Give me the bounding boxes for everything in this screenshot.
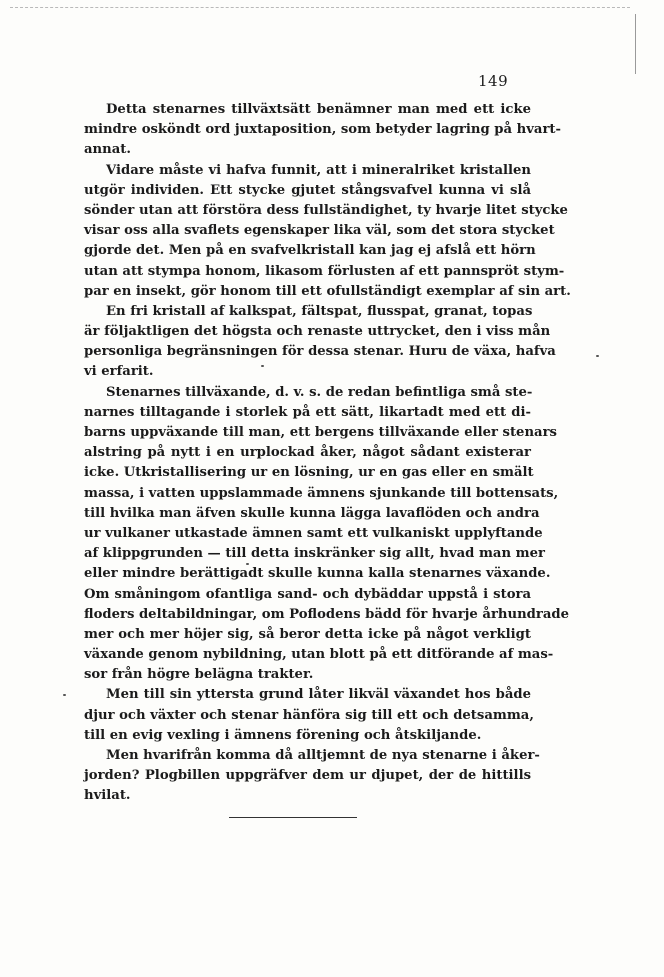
text-line: Stenarnes tillväxande, d. v. s. de redan befintliga små ste-	[106, 384, 533, 400]
print-speck	[63, 694, 66, 696]
section-end-rule	[229, 817, 357, 818]
text-line: Om småningom ofantliga sand- och dybäddar uppstå i stora	[84, 586, 531, 602]
text-line: icke. Utkristallisering ur en lösning, ur en gas eller en smält	[84, 465, 534, 481]
text-line: Vidare måste vi hafva funnit, att i mineralriket kristallen	[106, 162, 531, 178]
text-line: Men till sin yttersta grund låter likväl växandet hos både	[106, 687, 531, 703]
text-line: eller mindre berättigadt skulle kunna kalla stenarnes växande.	[84, 566, 551, 582]
text-line: sönder utan att förstöra dess fullständighet, ty hvarje litet stycke	[84, 202, 568, 218]
print-speck	[596, 355, 599, 357]
text-line: djur och växter och stenar hänföra sig till ett och detsamma,	[84, 707, 534, 723]
text-line: mindre osköndt ord juxtaposition, som betyder lagring på hvart-	[84, 122, 561, 138]
page-edge-mark	[635, 14, 636, 74]
text-line: vi erfarit.	[84, 364, 154, 380]
text-line: är följaktligen det högsta och renaste uttrycket, den i viss mån	[84, 324, 551, 340]
text-line: personliga begränsningen för dessa stenar. Huru de växa, hafva	[84, 344, 556, 360]
text-line: mer och mer höjer sig, så beror detta icke på något verkligt	[84, 626, 531, 642]
top-edge-rule	[10, 7, 630, 8]
text-line: alstring på nytt i en urplockad åker, något sådant existerar	[84, 445, 531, 461]
text-line: annat.	[84, 142, 131, 158]
text-line: till en evig vexling i ämnens förening och åtskiljande.	[84, 727, 482, 743]
text-line: sor från högre belägna trakter.	[84, 667, 314, 683]
text-line: Detta stenarnes tillväxtsätt benämner man med ett icke	[106, 102, 531, 117]
body-text	[84, 100, 571, 807]
text-line: utan att stympa honom, likasom förlusten af ett pannspröt stym-	[84, 263, 565, 279]
text-line: Men hvarifrån komma då alltjemnt de nya stenarne i åker-	[106, 748, 540, 763]
text-line: massa, i vatten uppslammade ämnens sjunkande till bottensats,	[84, 485, 559, 501]
text-line: gjorde det. Men på en svafvelkristall kan jag ej afslå ett hörn	[84, 243, 536, 259]
page-number: 149	[478, 72, 509, 90]
text-line: floders deltabildningar, om Poflodens bädd för hvarje århundrade	[84, 606, 569, 622]
text-line: narnes tilltagande i storlek på ett sätt, likartadt med ett di-	[84, 404, 531, 420]
text-line: jorden? Plogbillen uppgräfver dem ur djupet, der de hittills	[84, 768, 531, 784]
text-line: barns uppväxande till man, ett bergens tillväxande eller stenars	[84, 425, 557, 440]
text-line: växande genom nybildning, utan blott på ett ditförande af mas-	[84, 647, 554, 663]
text-line: af klippgrunden — till detta inskränker sig allt, hvad man mer	[84, 546, 545, 562]
text-line: utgör individen. Ett stycke gjutet stångsvafvel kunna vi slå	[84, 182, 531, 198]
text-line: ur vulkaner utkastade ämnen samt ett vulkaniskt upplyftande	[84, 525, 543, 541]
print-speck	[261, 365, 264, 367]
text-line: hvilat.	[84, 788, 131, 804]
text-line: En fri kristall af kalkspat, fältspat, flusspat, granat, topas	[106, 303, 533, 319]
text-line: till hvilka man äfven skulle kunna lägga lavaflöden och andra	[84, 505, 540, 521]
text-line: visar oss alla svaflets egenskaper lika väl, som det stora stycket	[84, 223, 555, 239]
text-line: par en insekt, gör honom till ett ofullständigt exemplar af sin art.	[84, 283, 571, 299]
print-speck	[246, 563, 249, 565]
